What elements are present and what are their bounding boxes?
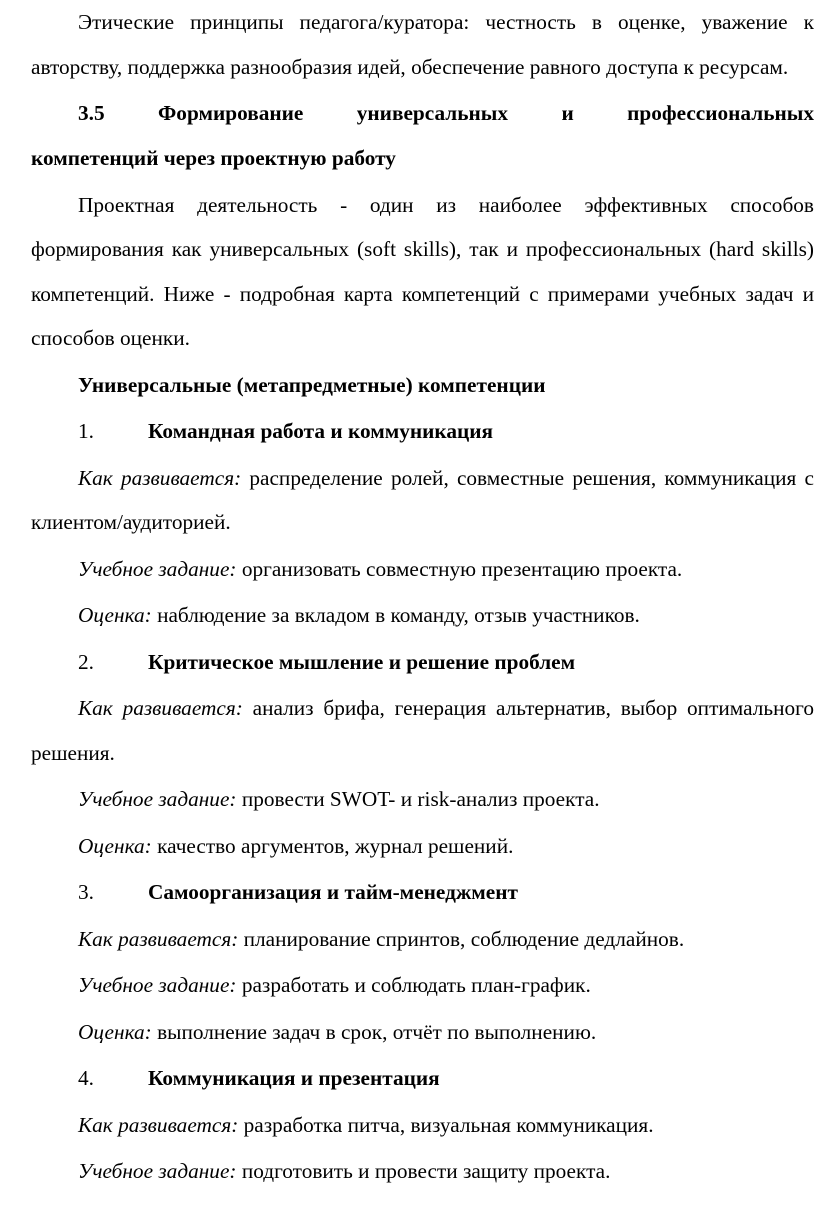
item-heading [31, 640, 814, 685]
document-page [31, 0, 814, 1194]
item-number: 1. [78, 419, 94, 443]
item-eval: Оценка: выполнение задач в срок, отчёт по выполнению. [78, 1019, 597, 1044]
item-eval: Оценка: качество аргументов, журнал решений. [78, 833, 514, 858]
section-heading-line2: компетенций через проектную работу [31, 146, 396, 170]
intro-paragraph: Этические принципы педагога/куратора: честность в оценке, уважение к авторству, поддержка разнообразия идей, обеспечение равного доступа к ресурсам. [31, 10, 814, 79]
item-title: Самоорганизация и тайм-менеджмент [148, 880, 518, 904]
item-eval: Оценка: наблюдение за вкладом в команду, отзыв участников. [78, 603, 640, 627]
item-heading [31, 870, 814, 915]
section-heading-line1: 3.5 Формирование универсальных и профессиональных [78, 101, 815, 125]
item-task: Учебное задание: разработать и соблюдать план-график. [78, 973, 591, 997]
item-task: Учебное задание: провести SWOT- и risk-анализ проекта. [78, 787, 600, 811]
item-how: Как развивается: разработка питча, визуальная коммуникация. [78, 1112, 654, 1137]
item-heading [31, 1056, 814, 1101]
item-task: Учебное задание: организовать совместную презентацию проекта. [78, 556, 683, 581]
item-title: Критическое мышление и решение проблем [148, 649, 576, 674]
item-heading [31, 409, 814, 454]
item-task: Учебное задание: подготовить и провести защиту проекта. [78, 1159, 611, 1183]
subheading: Универсальные (метапредметные) компетенции [78, 372, 546, 397]
item-title: Командная работа и коммуникация [148, 419, 494, 443]
item-how: Как развивается: планирование спринтов, соблюдение дедлайнов. [78, 926, 685, 951]
item-how: Как развивается: анализ брифа, генерация альтернатив, выбор оптимального решения. [31, 696, 814, 765]
item-title: Коммуникация и презентация [148, 1066, 440, 1090]
item-number: 4. [78, 1066, 94, 1090]
section-number: 3.5 [78, 101, 105, 125]
item-number: 3. [78, 880, 94, 904]
item-number: 2. [78, 649, 94, 674]
section-paragraph: Проектная деятельность - один из наиболее эффективных способов формирования как универсальных (soft skills), так и профессиональных (hard skills) компетенций. Ниже - подробная карта компетенций с примерами учебных задач и способов оценки. [31, 192, 814, 350]
item-how: Как развивается: распределение ролей, совместные решения, коммуникация с клиентом/аудиторией. [31, 465, 814, 534]
